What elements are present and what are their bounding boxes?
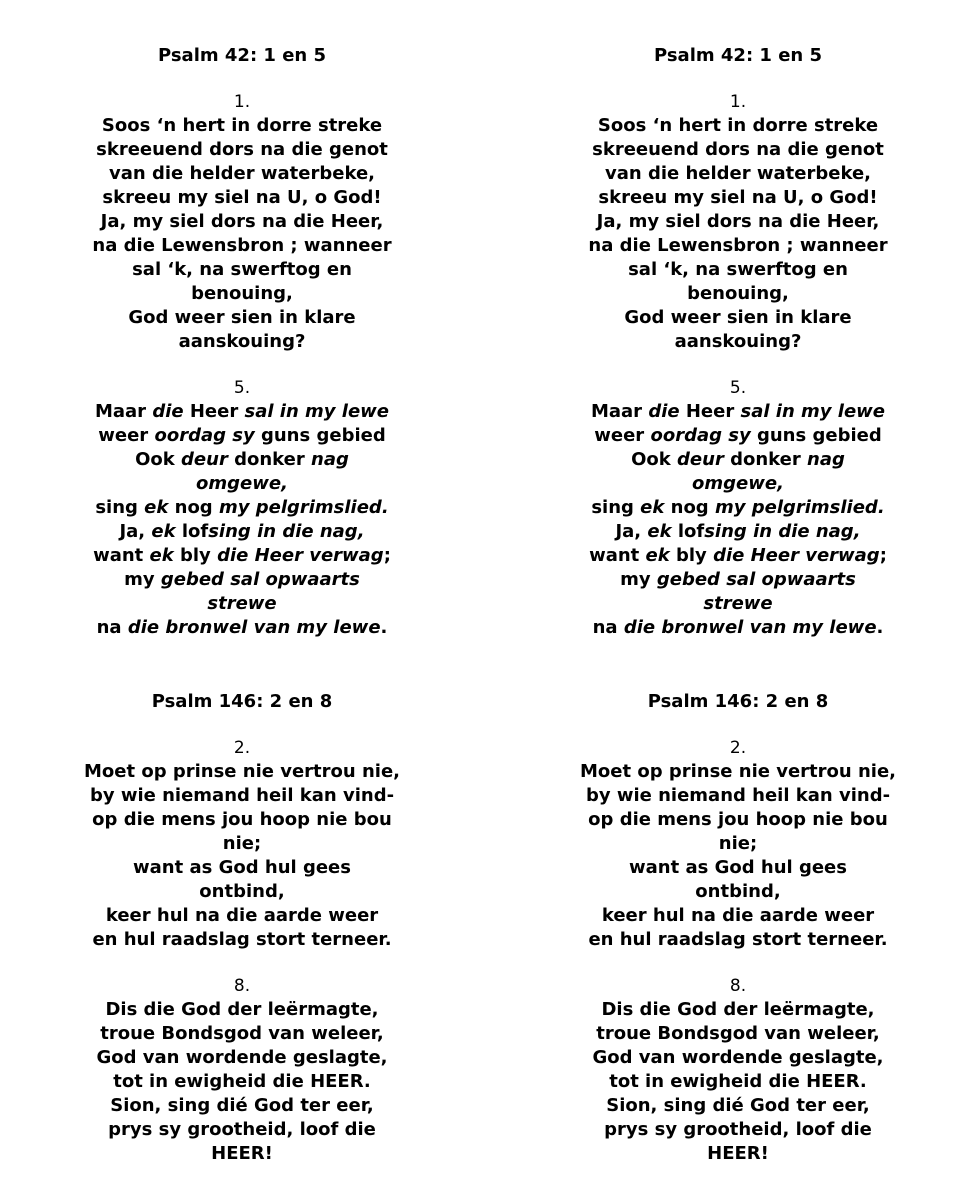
text-segment: guns gebied <box>254 425 386 446</box>
verse-line: Ja, my siel dors na die Heer, <box>100 211 384 232</box>
text-segment: ; <box>383 545 391 566</box>
italic-segment: ek <box>144 497 169 518</box>
psalm-title: Psalm 42: 1 en 5 <box>653 45 823 66</box>
text-segment: Ja, <box>119 521 152 542</box>
verse-line <box>0 472 484 496</box>
italic-segment: sing in die nag, <box>208 521 365 542</box>
verse-line: sal ‘k, na swerftog en <box>132 259 352 280</box>
verse-line <box>0 496 484 520</box>
verse-line: benouing, <box>687 283 789 304</box>
text-segment: bly <box>173 545 218 566</box>
italic-segment: sal in my lewe <box>740 401 886 422</box>
verse-line <box>496 424 968 448</box>
verse-line: prys sy grootheid, loof die <box>108 1119 376 1140</box>
verse-line: by wie niemand heil kan vind- <box>585 785 891 806</box>
italic-segment: nag <box>807 449 845 470</box>
verse-line: troue Bondsgod van weleer, <box>596 1023 880 1044</box>
verse-line: skreeuend dors na die genot <box>592 139 884 160</box>
text-segment: lof <box>671 521 705 542</box>
verse-line <box>0 592 484 616</box>
verse-line <box>0 424 484 448</box>
verse-line: en hul raadslag stort terneer. <box>92 929 392 950</box>
verse-number: 8. <box>729 976 747 996</box>
text-segment: Heer <box>679 401 741 422</box>
italic-segment: ek <box>640 497 665 518</box>
verse-line: God van wordende geslagte, <box>592 1047 884 1068</box>
verse-line: van die helder waterbeke, <box>604 163 871 184</box>
verse-line <box>496 592 968 616</box>
verse-line: want as God hul gees <box>133 857 351 878</box>
italic-segment: gebed sal opwaarts <box>160 569 360 590</box>
verse-line <box>0 568 484 592</box>
verse-number: 1. <box>233 92 251 112</box>
verse-line: Dis die God der leërmagte, <box>601 999 875 1020</box>
verse-line: keer hul na die aarde weer <box>105 905 379 926</box>
psalm-title: Psalm 42: 1 en 5 <box>157 45 327 66</box>
text-segment: want <box>93 545 150 566</box>
verse-line: aanskouing? <box>178 331 306 352</box>
verse-line <box>0 448 484 472</box>
italic-segment: die bronwel van my lewe <box>127 617 381 638</box>
italic-segment: die bronwel van my lewe <box>623 617 877 638</box>
verse-number: 2. <box>233 738 251 758</box>
verse-line: Sion, sing dié God ter eer, <box>606 1095 870 1116</box>
verse-line <box>496 400 968 424</box>
verse-line: en hul raadslag stort terneer. <box>588 929 888 950</box>
psalm-section <box>496 44 968 640</box>
verse-line <box>0 544 484 568</box>
verse-line: skreeu my siel na U, o God! <box>598 187 878 208</box>
verse-line: troue Bondsgod van weleer, <box>100 1023 384 1044</box>
italic-segment: ek <box>645 545 670 566</box>
italic-segment: my pelgrimslied. <box>218 497 389 518</box>
verse-line: benouing, <box>191 283 293 304</box>
psalm-title: Psalm 146: 2 en 8 <box>151 691 333 712</box>
italic-segment: oordag sy <box>650 425 751 446</box>
verse-line <box>496 448 968 472</box>
italic-segment: nag <box>311 449 349 470</box>
verse-line: ontbind, <box>695 881 781 902</box>
verse-line: ontbind, <box>199 881 285 902</box>
italic-segment: die Heer verwag <box>713 545 880 566</box>
verse-line: na die Lewensbron ; wanneer <box>92 235 392 256</box>
italic-segment: strewe <box>207 593 277 614</box>
italic-segment: sing in die nag, <box>704 521 861 542</box>
text-segment: ; <box>879 545 887 566</box>
italic-segment: die Heer verwag <box>217 545 384 566</box>
verse-line: HEER! <box>211 1143 273 1164</box>
verse-line: Soos ‘n hert in dorre streke <box>597 115 879 136</box>
verse-number: 2. <box>729 738 747 758</box>
verse-line <box>496 616 968 640</box>
verse-line: by wie niemand heil kan vind- <box>89 785 395 806</box>
verse-line: Soos ‘n hert in dorre streke <box>101 115 383 136</box>
italic-segment: gebed sal opwaarts <box>656 569 856 590</box>
verse-line: Sion, sing dié God ter eer, <box>110 1095 374 1116</box>
italic-segment: omgewe, <box>196 473 288 494</box>
verse-line: tot in ewigheid die HEER. <box>609 1071 867 1092</box>
italic-segment: omgewe, <box>692 473 784 494</box>
verse-line: God van wordende geslagte, <box>96 1047 388 1068</box>
text-segment: want <box>589 545 646 566</box>
text-segment: sing <box>95 497 145 518</box>
verse-line: Dis die God der leërmagte, <box>105 999 379 1020</box>
italic-segment: my pelgrimslied. <box>714 497 885 518</box>
verse-line: keer hul na die aarde weer <box>601 905 875 926</box>
verse-line: nie; <box>718 833 758 854</box>
verse-line <box>0 616 484 640</box>
verse-line: van die helder waterbeke, <box>108 163 375 184</box>
text-segment: Ook <box>631 449 678 470</box>
italic-segment: oordag sy <box>154 425 255 446</box>
verse-line: want as God hul gees <box>629 857 847 878</box>
verse-line <box>496 472 968 496</box>
text-segment: Ja, <box>615 521 648 542</box>
verse-line <box>0 400 484 424</box>
text-segment: Heer <box>183 401 245 422</box>
italic-segment: deur <box>677 449 724 470</box>
psalm-section <box>0 44 484 640</box>
italic-segment: ek <box>647 521 672 542</box>
verse-number: 5. <box>233 378 251 398</box>
verse-line: op die mens jou hoop nie bou <box>588 809 888 830</box>
text-segment: . <box>380 617 388 638</box>
verse-line: God weer sien in klare <box>128 307 356 328</box>
italic-segment: die <box>648 401 680 422</box>
text-segment: . <box>876 617 884 638</box>
text-segment: na <box>96 617 128 638</box>
italic-segment: ek <box>149 545 174 566</box>
text-segment: na <box>592 617 624 638</box>
verse-line: God weer sien in klare <box>624 307 852 328</box>
text-segment: donker <box>227 449 311 470</box>
text-segment: donker <box>723 449 807 470</box>
text-segment: Ook <box>135 449 182 470</box>
verse-number: 8. <box>233 976 251 996</box>
text-segment: weer <box>594 425 651 446</box>
verse-line: HEER! <box>707 1143 769 1164</box>
italic-segment: ek <box>151 521 176 542</box>
verse-line <box>0 520 484 544</box>
text-segment: nog <box>664 497 715 518</box>
verse-line: op die mens jou hoop nie bou <box>92 809 392 830</box>
verse-line: nie; <box>222 833 262 854</box>
italic-segment: die <box>152 401 184 422</box>
text-segment: Maar <box>590 401 649 422</box>
psalm-title: Psalm 146: 2 en 8 <box>647 691 829 712</box>
verse-line: aanskouing? <box>674 331 802 352</box>
verse-line: tot in ewigheid die HEER. <box>113 1071 371 1092</box>
text-segment: bly <box>669 545 714 566</box>
verse-line: Ja, my siel dors na die Heer, <box>596 211 880 232</box>
verse-line <box>496 520 968 544</box>
psalm-section <box>496 690 968 1166</box>
text-segment: nog <box>168 497 219 518</box>
text-segment: sing <box>591 497 641 518</box>
verse-line <box>496 496 968 520</box>
verse-line <box>496 544 968 568</box>
verse-line: na die Lewensbron ; wanneer <box>588 235 888 256</box>
text-segment: guns gebied <box>750 425 882 446</box>
text-segment: weer <box>98 425 155 446</box>
verse-number: 5. <box>729 378 747 398</box>
italic-segment: strewe <box>703 593 773 614</box>
italic-segment: sal in my lewe <box>244 401 390 422</box>
verse-line: sal ‘k, na swerftog en <box>628 259 848 280</box>
italic-segment: deur <box>181 449 228 470</box>
verse-line: Moet op prinse nie vertrou nie, <box>579 761 897 782</box>
text-segment: lof <box>175 521 209 542</box>
verse-line: skreeu my siel na U, o God! <box>102 187 382 208</box>
verse-line: prys sy grootheid, loof die <box>604 1119 872 1140</box>
text-segment: my <box>620 569 657 590</box>
verse-line <box>496 568 968 592</box>
verse-line: Moet op prinse nie vertrou nie, <box>83 761 401 782</box>
text-segment: Maar <box>94 401 153 422</box>
psalm-section <box>0 690 484 1166</box>
verse-line: skreeuend dors na die genot <box>96 139 388 160</box>
text-segment: my <box>124 569 161 590</box>
verse-number: 1. <box>729 92 747 112</box>
